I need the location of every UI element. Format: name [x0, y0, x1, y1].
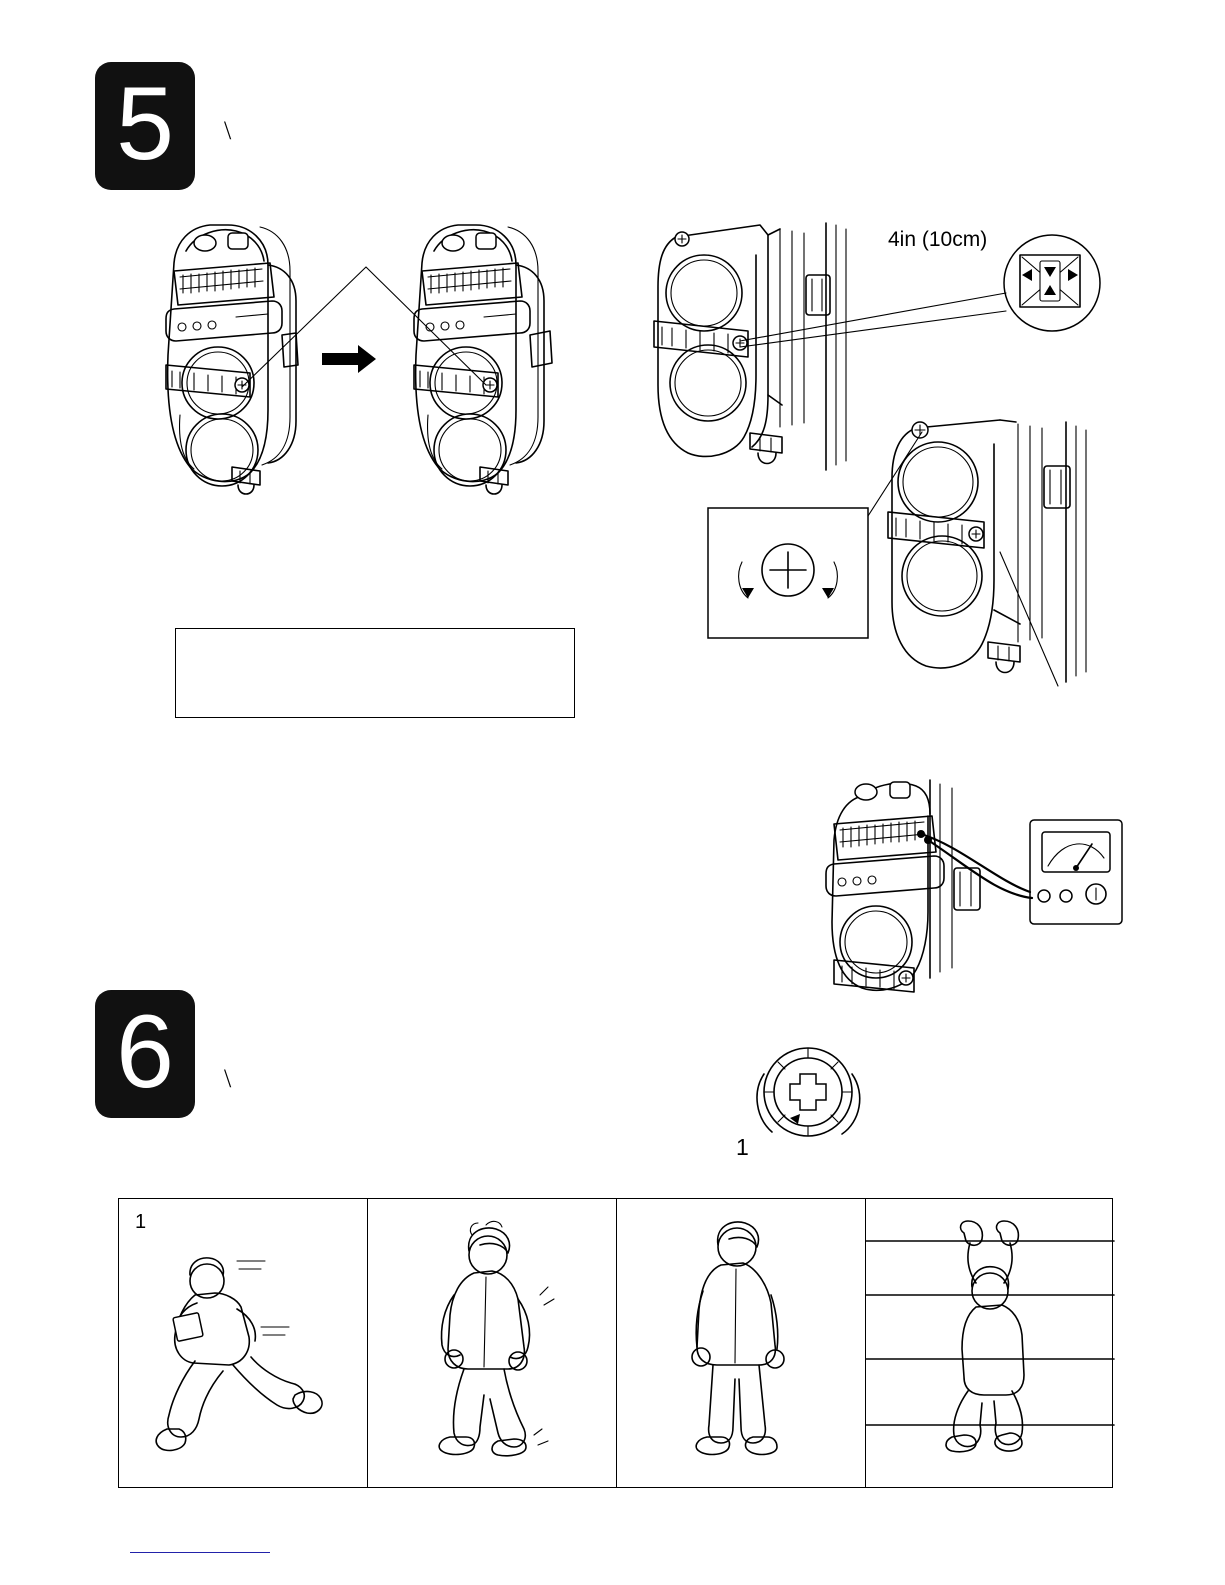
note-box	[175, 628, 575, 718]
left-diagram-group	[150, 205, 570, 505]
opener-before-after-svg	[150, 205, 570, 505]
film-cell-1	[119, 1199, 368, 1487]
filmstrip	[118, 1198, 1113, 1488]
step-badge-6	[95, 990, 195, 1118]
step-5-tick: \	[224, 116, 232, 145]
screw-adjust-svg	[700, 420, 1120, 720]
adjustment-dial-svg	[742, 1030, 882, 1170]
person-running-carrying-box-icon	[119, 1199, 367, 1485]
dial-diagram-group	[742, 1030, 882, 1170]
film-cell-2	[368, 1199, 617, 1487]
multimeter-test-svg	[820, 772, 1130, 1002]
film-cell-3	[617, 1199, 866, 1487]
film-cell-4	[866, 1199, 1114, 1487]
step-number-5: 5	[116, 66, 174, 182]
person-hanging-from-bar-icon	[866, 1199, 1114, 1485]
sensor-alignment-detail	[740, 235, 1100, 347]
film-cell-1-number: 1	[135, 1211, 147, 1233]
meter-diagram-group	[820, 772, 1130, 1002]
person-standing-icon	[617, 1199, 865, 1485]
garage-door-opener-unit-after	[414, 225, 552, 494]
screw-adjust-detail	[708, 432, 922, 638]
garage-door-opener-unit-before	[166, 225, 298, 494]
opener-head-unit	[826, 780, 980, 992]
step-number-6: 6	[116, 994, 174, 1110]
footer-rule	[130, 1552, 270, 1553]
opener-lower-unit	[888, 420, 1086, 686]
dial-number: 1	[736, 1134, 749, 1160]
step-badge-5	[95, 62, 195, 190]
measurement-label: 4in (10cm)	[888, 228, 988, 251]
transition-arrow	[322, 345, 376, 373]
multimeter	[917, 820, 1122, 924]
person-walking-icon	[368, 1199, 616, 1485]
step-6-tick: \	[224, 1064, 232, 1093]
right-lower-diagram-group	[700, 420, 1120, 720]
